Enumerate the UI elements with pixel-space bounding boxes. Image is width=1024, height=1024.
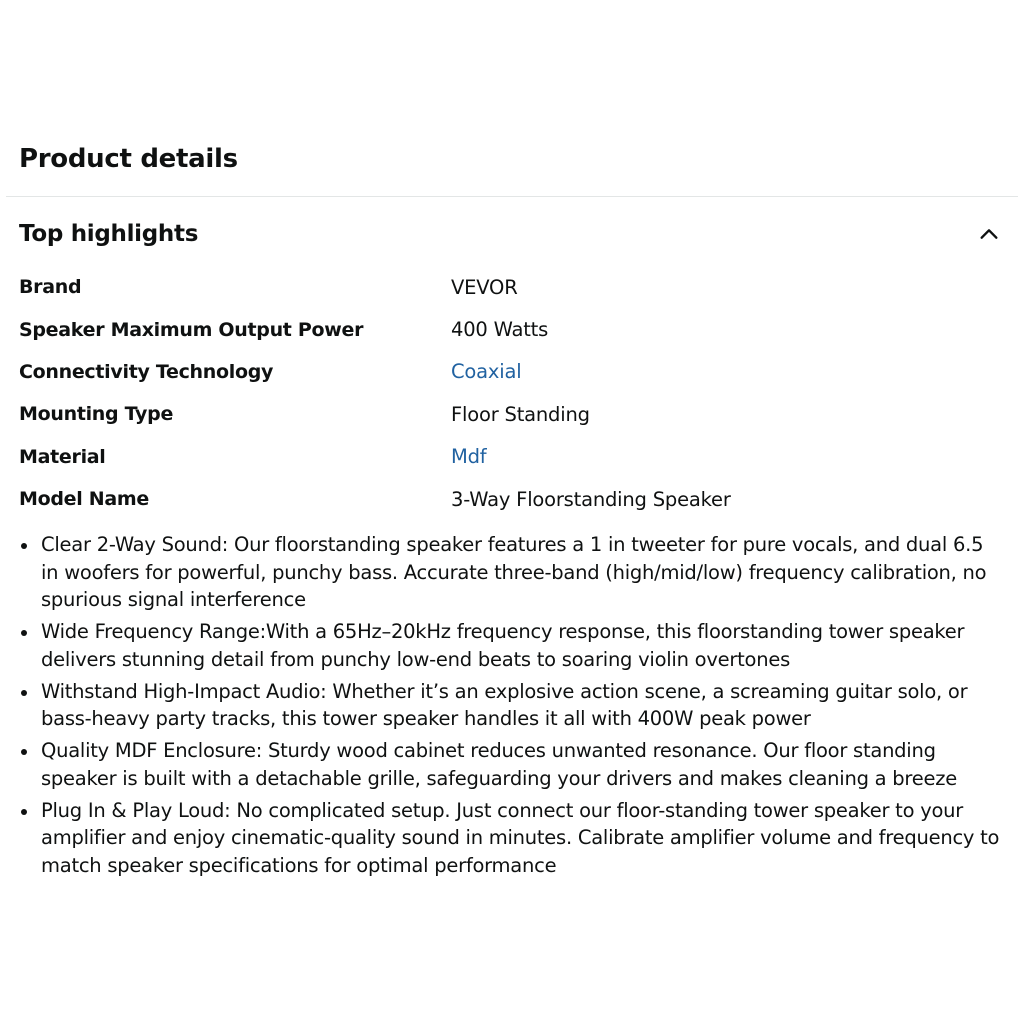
feature-bullet: Withstand High-Impact Audio: Whether it’s an explosive action scene, a screaming guitar solo, or bass-heavy party tracks, this tower speaker handles it all with 400W peak power [20,678,1004,733]
spec-row-output-power [19,308,1009,350]
feature-bullet: Clear 2-Way Sound: Our floorstanding speaker features a 1 in tweeter for pure vocals, and dual 6.5 in woofers for powerful, punchy bass. Accurate three-band (high/mid/low) frequency calibration, no spurious signal interference [20,531,1004,614]
feature-bullet: Wide Frequency Range:With a 65Hz–20kHz frequency response, this floorstanding tower speaker delivers stunning detail from punchy low-end beats to soaring violin overtones [20,618,1004,673]
spec-row-material [19,436,1009,478]
spec-value: Floor Standing [451,402,590,426]
chevron-up-icon[interactable] [978,223,1000,245]
feature-bullet-list [20,531,1004,884]
spec-label: Model Name [19,488,149,511]
spec-value: 3-Way Floorstanding Speaker [451,487,731,511]
section-title: Product details [19,144,238,174]
spec-label: Speaker Maximum Output Power [19,318,364,341]
spec-value: 400 Watts [451,318,549,342]
spec-table [19,266,1009,520]
spec-value-link[interactable]: Coaxial [451,360,522,384]
spec-row-mounting-type [19,393,1009,435]
top-highlights-toggle[interactable] [19,214,1000,254]
spec-row-model-name [19,478,1009,520]
spec-label: Brand [19,276,82,299]
feature-bullet: Plug In & Play Loud: No complicated setup. Just connect our floor-standing tower speaker to your amplifier and enjoy cinematic-quality sound in minutes. Calibrate amplifier volume and frequency to match speaker specifications for optimal performance [20,797,1004,880]
spec-value-link[interactable]: Mdf [451,445,487,469]
feature-bullet: Quality MDF Enclosure: Sturdy wood cabinet reduces unwanted resonance. Our floor standing speaker is built with a detachable grille, safeguarding your drivers and makes cleaning a breeze [20,737,1004,792]
spec-label: Connectivity Technology [19,360,274,383]
spec-label: Mounting Type [19,403,174,426]
section-divider [6,196,1018,197]
spec-label: Material [19,445,106,468]
spec-row-brand [19,266,1009,308]
top-highlights-title: Top highlights [19,221,199,247]
spec-row-connectivity [19,351,1009,393]
spec-value: VEVOR [451,275,518,299]
